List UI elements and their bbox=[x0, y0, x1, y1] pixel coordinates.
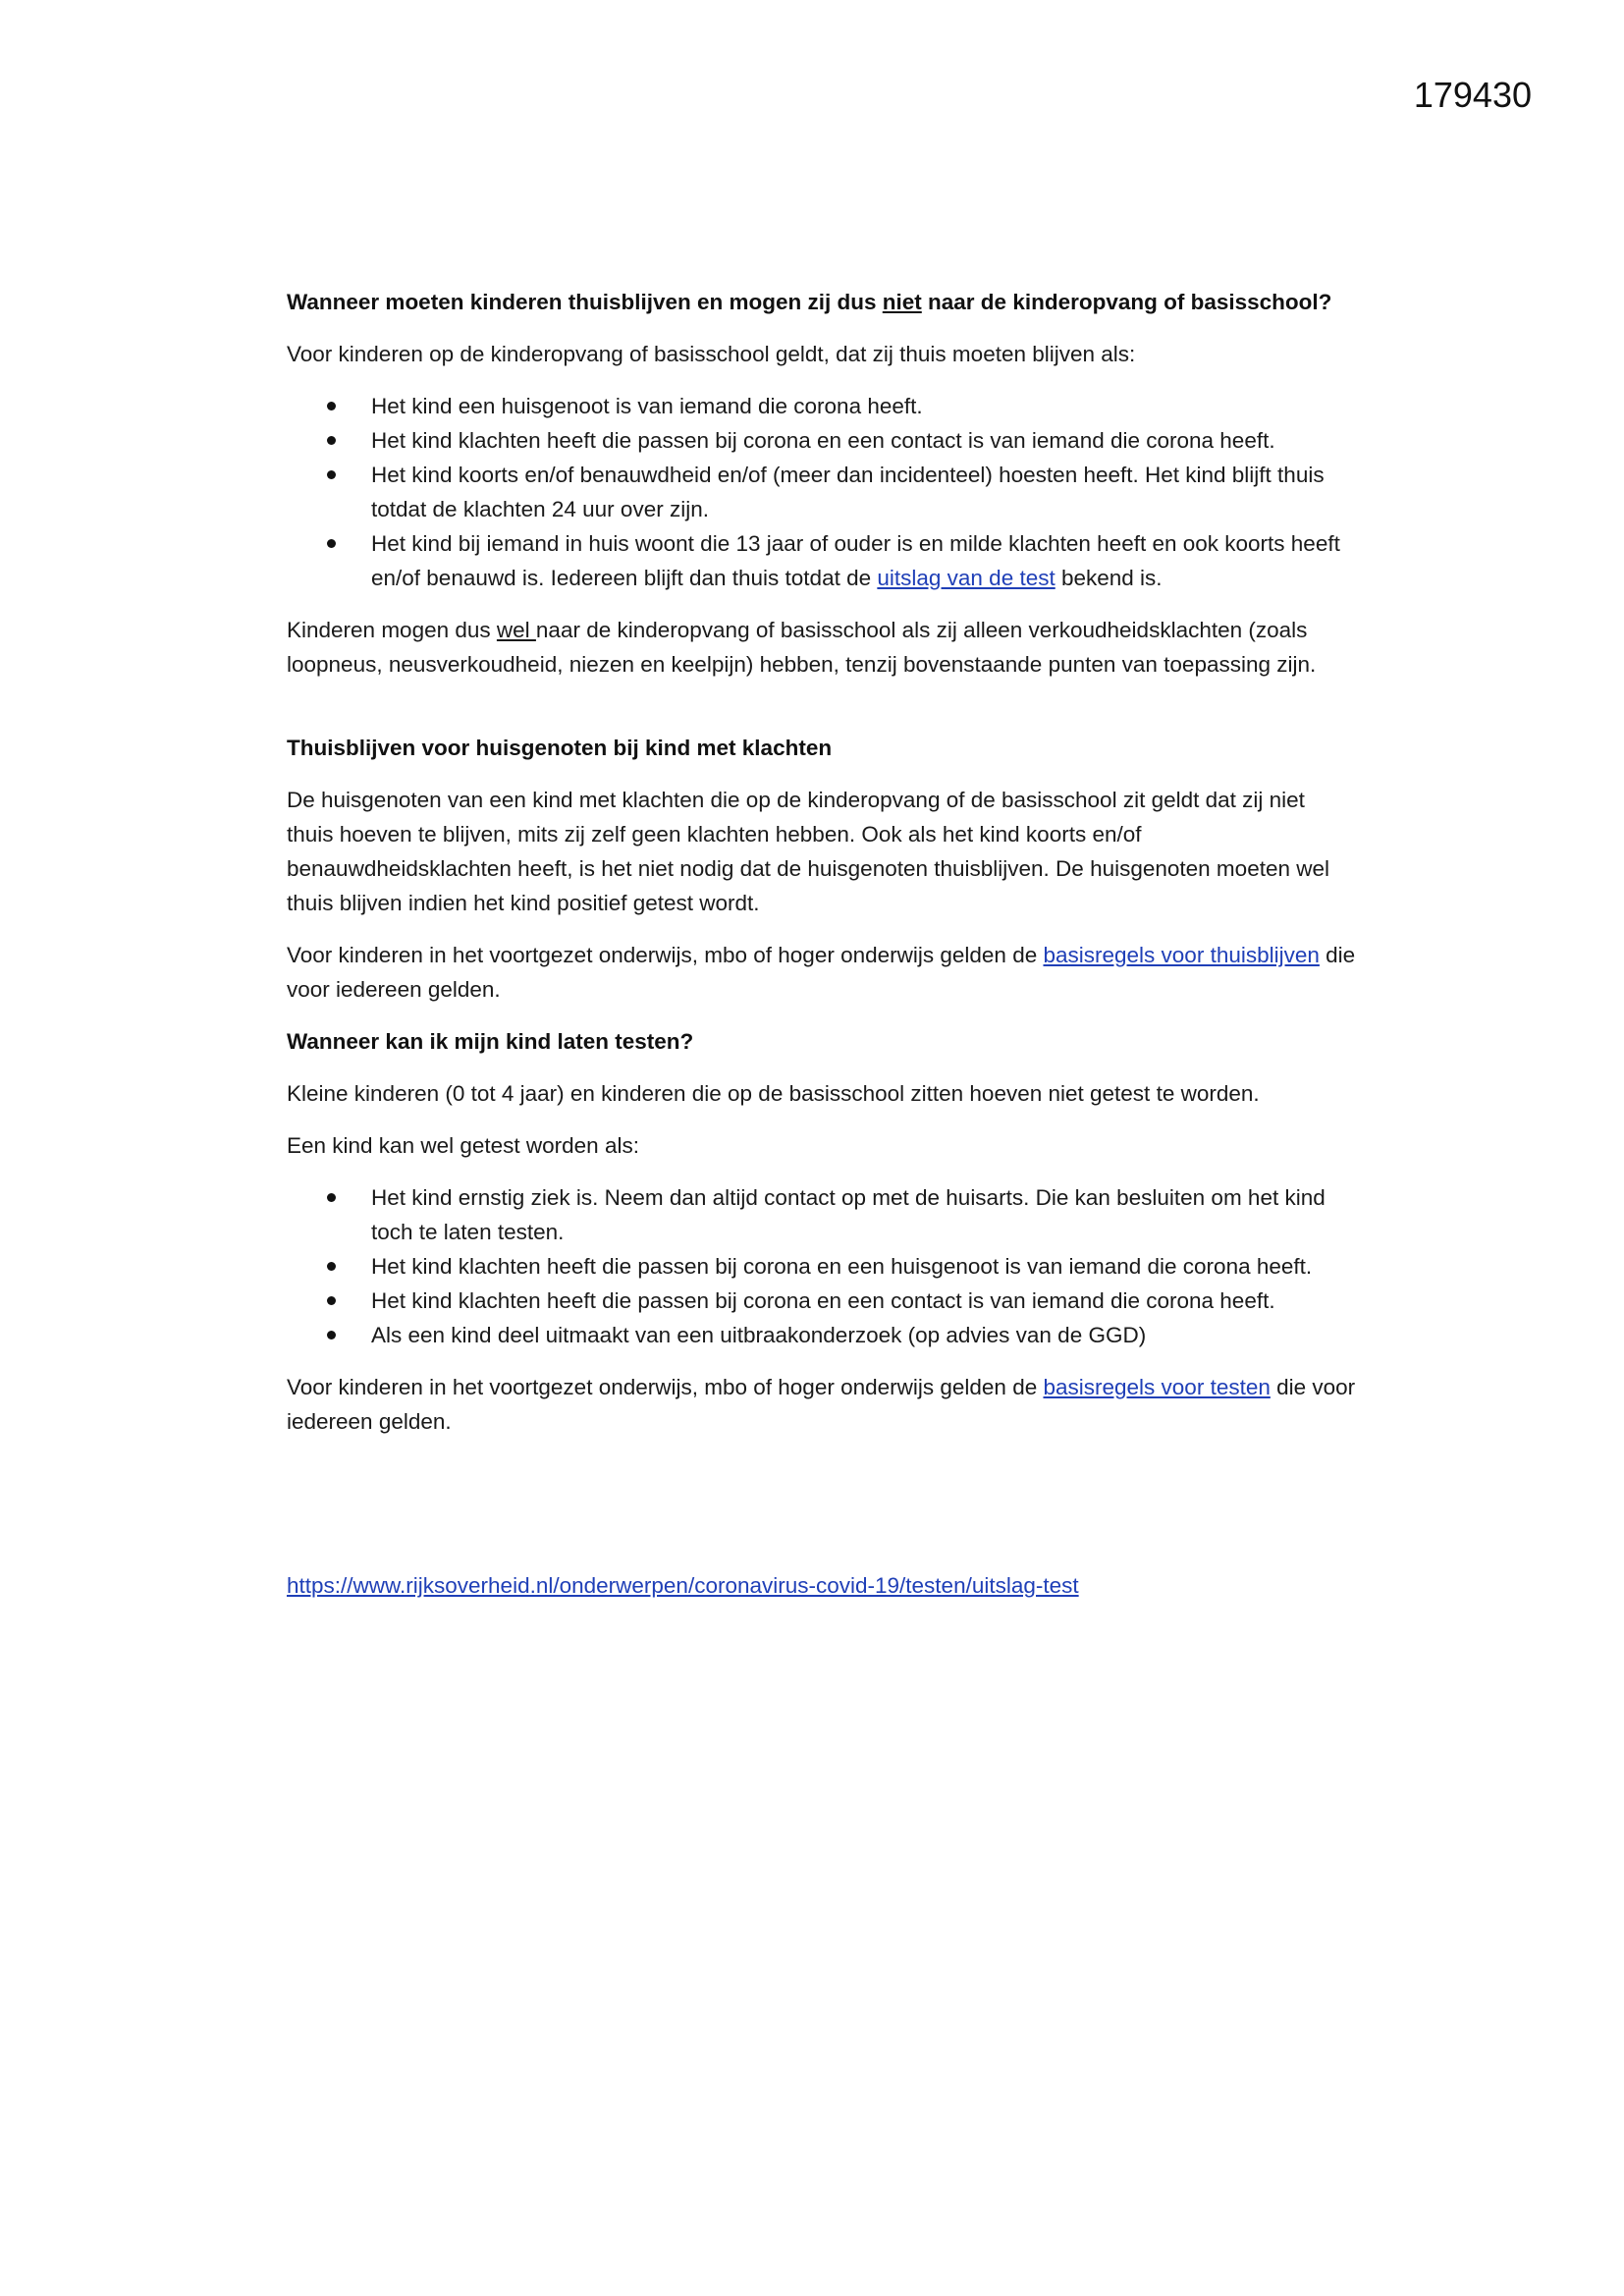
link-basisregels-thuisblijven[interactable]: basisregels voor thuisblijven bbox=[1043, 943, 1320, 967]
test-list bbox=[287, 1180, 1357, 1352]
list-item-text-post: bekend is. bbox=[1055, 566, 1163, 590]
list-item: Het kind klachten heeft die passen bij corona en een huisgenoot is van iemand die corona heeft. bbox=[371, 1249, 1357, 1284]
list-item: Het kind klachten heeft die passen bij corona en een contact is van iemand die corona heeft. bbox=[371, 423, 1357, 458]
para-text-pre: Voor kinderen in het voortgezet onderwijs, mbo of hoger onderwijs gelden de bbox=[287, 1375, 1044, 1399]
closing-text-pre: Kinderen mogen dus bbox=[287, 618, 497, 642]
para-text-post: die voor iedereen gelden. bbox=[287, 1375, 1356, 1434]
list-item: Het kind klachten heeft die passen bij corona en een contact is van iemand die corona heeft. bbox=[371, 1284, 1357, 1318]
link-uitslag-van-de-test[interactable]: uitslag van de test bbox=[877, 566, 1056, 590]
heading-when-stay-home bbox=[287, 285, 1357, 319]
heading-underlined-niet: niet bbox=[882, 290, 922, 314]
young-children-paragraph: Kleine kinderen (0 tot 4 jaar) en kinderen die op de basisschool zitten hoeven niet getest te worden. bbox=[287, 1081, 1260, 1106]
list-item: Het kind een huisgenoot is van iemand die corona heeft. bbox=[371, 389, 1357, 423]
list-item-text-pre: Het kind bij iemand in huis woont die 13 jaar of ouder is en milde klachten heeft en ook koorts heeft en/of benauwd is. Iedereen blijft dan thuis totdat de bbox=[371, 531, 1340, 590]
intro-stay-home: Voor kinderen op de kinderopvang of basisschool geldt, dat zij thuis moeten blijven als: bbox=[287, 342, 1136, 366]
secondary-education-stay-home bbox=[287, 938, 1357, 1007]
heading-text-pre: Wanneer moeten kinderen thuisblijven en mogen zij dus bbox=[287, 290, 883, 314]
link-basisregels-testen[interactable]: basisregels voor testen bbox=[1043, 1375, 1271, 1399]
heading-text-post: naar de kinderopvang of basisschool? bbox=[921, 290, 1332, 314]
list-item: Het kind ernstig ziek is. Neem dan altijd contact op met de huisarts. Die kan besluiten om het kind toch te laten testen. bbox=[371, 1180, 1357, 1249]
closing-underlined-wel: wel bbox=[496, 618, 536, 642]
footer-url-link[interactable]: https://www.rijksoverheid.nl/onderwerpen/coronavirus-covid-19/testen/uitslag-test bbox=[287, 1573, 1079, 1598]
para-text-pre: Voor kinderen in het voortgezet onderwijs, mbo of hoger onderwijs gelden de bbox=[287, 943, 1044, 967]
document-body bbox=[287, 285, 1357, 1620]
list-item: Als een kind deel uitmaakt van een uitbraakonderzoek (op advies van de GGD) bbox=[371, 1318, 1357, 1352]
document-id: 179430 bbox=[1413, 75, 1532, 115]
stay-home-list bbox=[287, 389, 1357, 595]
footer-url-line bbox=[287, 1568, 1357, 1603]
heading-when-test: Wanneer kan ik mijn kind laten testen? bbox=[287, 1029, 694, 1054]
list-item: Het kind koorts en/of benauwdheid en/of (meer dan incidenteel) hoesten heeft. Het kind blijft thuis totdat de klachten 24 uur over zijn. bbox=[371, 458, 1357, 526]
housemates-paragraph: De huisgenoten van een kind met klachten die op de kinderopvang of de basisschool zit geldt dat zij niet thuis hoeven te blijven, mits zij zelf geen klachten hebben. Ook als het kind koorts en/of benauwdheidsklachten heeft, is het niet nodig dat de huisgenoten thuisblijven. De huisgenoten moeten wel thuis blijven indien het kind positief getest wordt. bbox=[287, 788, 1329, 915]
heading-housemates: Thuisblijven voor huisgenoten bij kind met klachten bbox=[287, 736, 833, 760]
closing-text-post: naar de kinderopvang of basisschool als zij alleen verkoudheidsklachten (zoals loopneus, neusverkoudheid, niezen en keelpijn) hebben, tenzij bovenstaande punten van toepassing zijn. bbox=[287, 618, 1317, 677]
secondary-education-test bbox=[287, 1370, 1357, 1439]
para-text-post: die voor iedereen gelden. bbox=[287, 943, 1356, 1002]
list-item bbox=[371, 526, 1357, 595]
closing-stay-home bbox=[287, 613, 1357, 682]
intro-test: Een kind kan wel getest worden als: bbox=[287, 1133, 639, 1158]
